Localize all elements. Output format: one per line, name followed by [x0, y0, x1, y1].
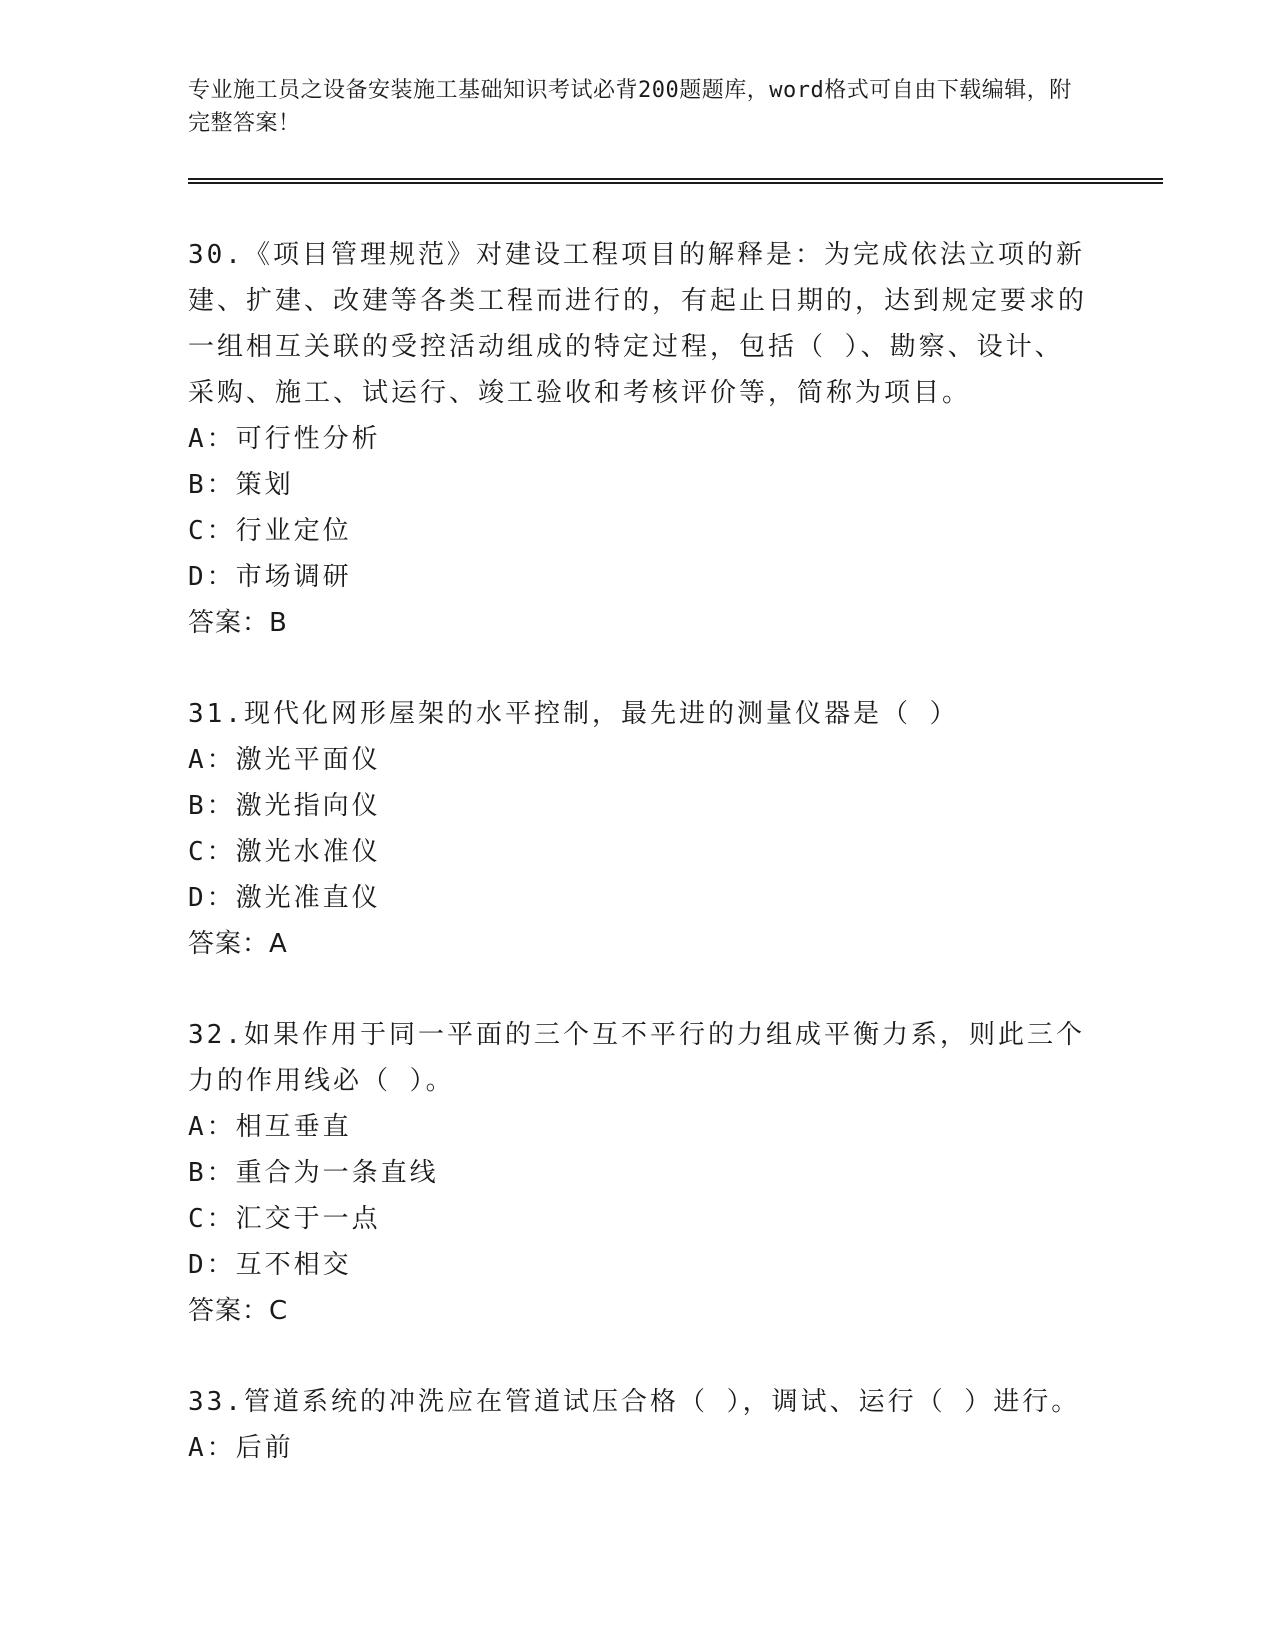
question-30 [188, 232, 1088, 646]
answer-line: 答案：A [188, 929, 288, 959]
question-33 [188, 1379, 1088, 1471]
option-c: C：行业定位 [188, 516, 352, 546]
option-b: B：激光指向仪 [188, 791, 381, 821]
question-stem: 31.现代化网形屋架的水平控制，最先进的测量仪器是（ ） [188, 699, 959, 729]
option-a: A：可行性分析 [188, 424, 381, 454]
option-a: A：激光平面仪 [188, 745, 381, 775]
option-a: A：后前 [188, 1433, 294, 1463]
option-c: C：激光水准仪 [188, 837, 381, 867]
document-header: 专业施工员之设备安装施工基础知识考试必背200题题库，word格式可自由下载编辑，附完整答案！ [188, 78, 1072, 136]
option-a: A：相互垂直 [188, 1112, 352, 1142]
header-double-rule [188, 178, 1163, 184]
question-32 [188, 1012, 1088, 1334]
option-d: D：互不相交 [188, 1250, 352, 1280]
question-stem: 33.管道系统的冲洗应在管道试压合格（ ），调试、运行（ ）进行。 [188, 1387, 1081, 1417]
option-b: B：策划 [188, 470, 294, 500]
question-stem: 32.如果作用于同一平面的三个互不平行的力组成平衡力系，则此三个力的作用线必（ ）。 [188, 1020, 1085, 1096]
question-list [188, 232, 1088, 1516]
answer-line: 答案：B [188, 608, 288, 638]
option-d: D：激光准直仪 [188, 883, 381, 913]
question-31 [188, 691, 1088, 967]
option-b: B：重合为一条直线 [188, 1158, 439, 1188]
option-c: C：汇交于一点 [188, 1204, 381, 1234]
question-stem: 30.《项目管理规范》对建设工程项目的解释是：为完成依法立项的新建、扩建、改建等各类工程而进行的，有起止日期的，达到规定要求的一组相互关联的受控活动组成的特定过程，包括（ ）、勘察、设计、采购、施工、试运行、竣工验收和考核评价等，简称为项目。 [188, 240, 1088, 408]
answer-line: 答案：C [188, 1296, 289, 1326]
option-d: D：市场调研 [188, 562, 352, 592]
